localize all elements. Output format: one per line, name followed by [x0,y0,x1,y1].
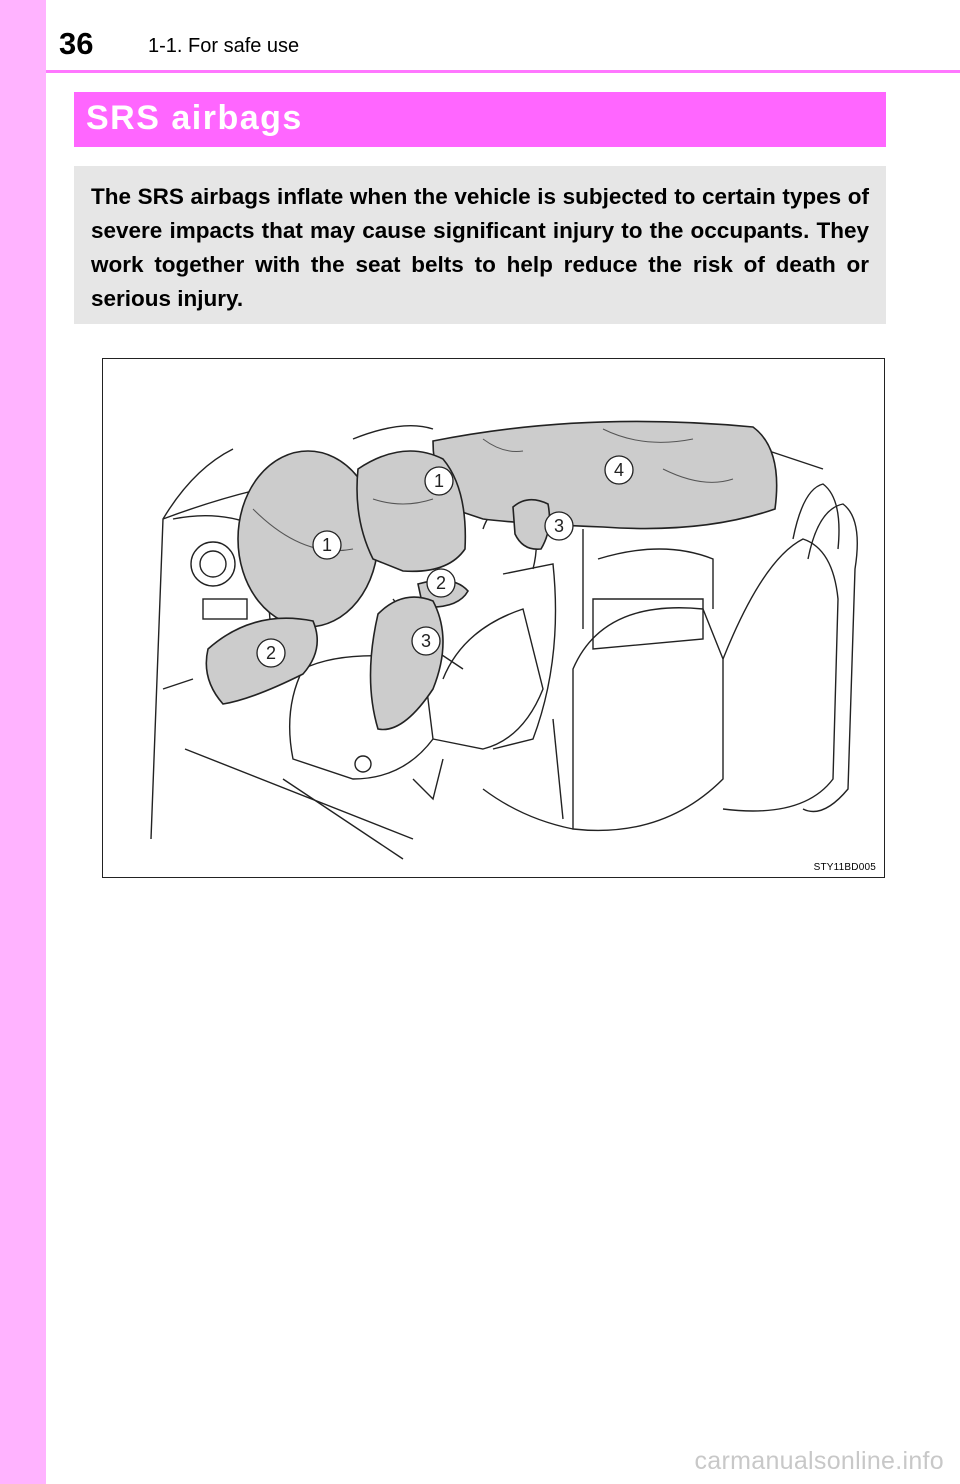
callout-label: 2 [265,643,277,663]
header-divider [46,70,960,73]
callout-4-curtain [605,456,633,484]
airbag-location-figure [102,358,885,878]
callout-label: 2 [435,573,447,593]
watermark: carmanualsonline.info [694,1447,944,1475]
callout-label: 1 [321,535,333,555]
vehicle-interior-illustration [103,359,886,879]
page-number: 36 [59,26,94,61]
callout-3-driver [412,627,440,655]
callout-2-passenger [427,569,455,597]
section-breadcrumb: 1-1. For safe use [148,35,300,57]
callout-2-driver [257,639,285,667]
callout-label: 4 [613,460,625,480]
callout-1-passenger [425,467,453,495]
callout-1-driver [313,531,341,559]
figure-code: STY11BD005 [813,862,876,873]
callout-label: 3 [420,631,432,651]
intro-text: The SRS airbags inflate when the vehicle is subjected to certain types of severe impacts that may cause significant injury to the occupants. They work together with the seat belts to help reduce the risk of death or serious injury. [91,184,869,311]
side-color-strip [0,0,46,1484]
section-title: SRS airbags [86,99,303,137]
callout-label: 3 [553,516,565,536]
intro-box [74,166,886,324]
callout-label: 1 [433,471,445,491]
callout-3-passenger [545,512,573,540]
section-title-bar [74,92,886,147]
